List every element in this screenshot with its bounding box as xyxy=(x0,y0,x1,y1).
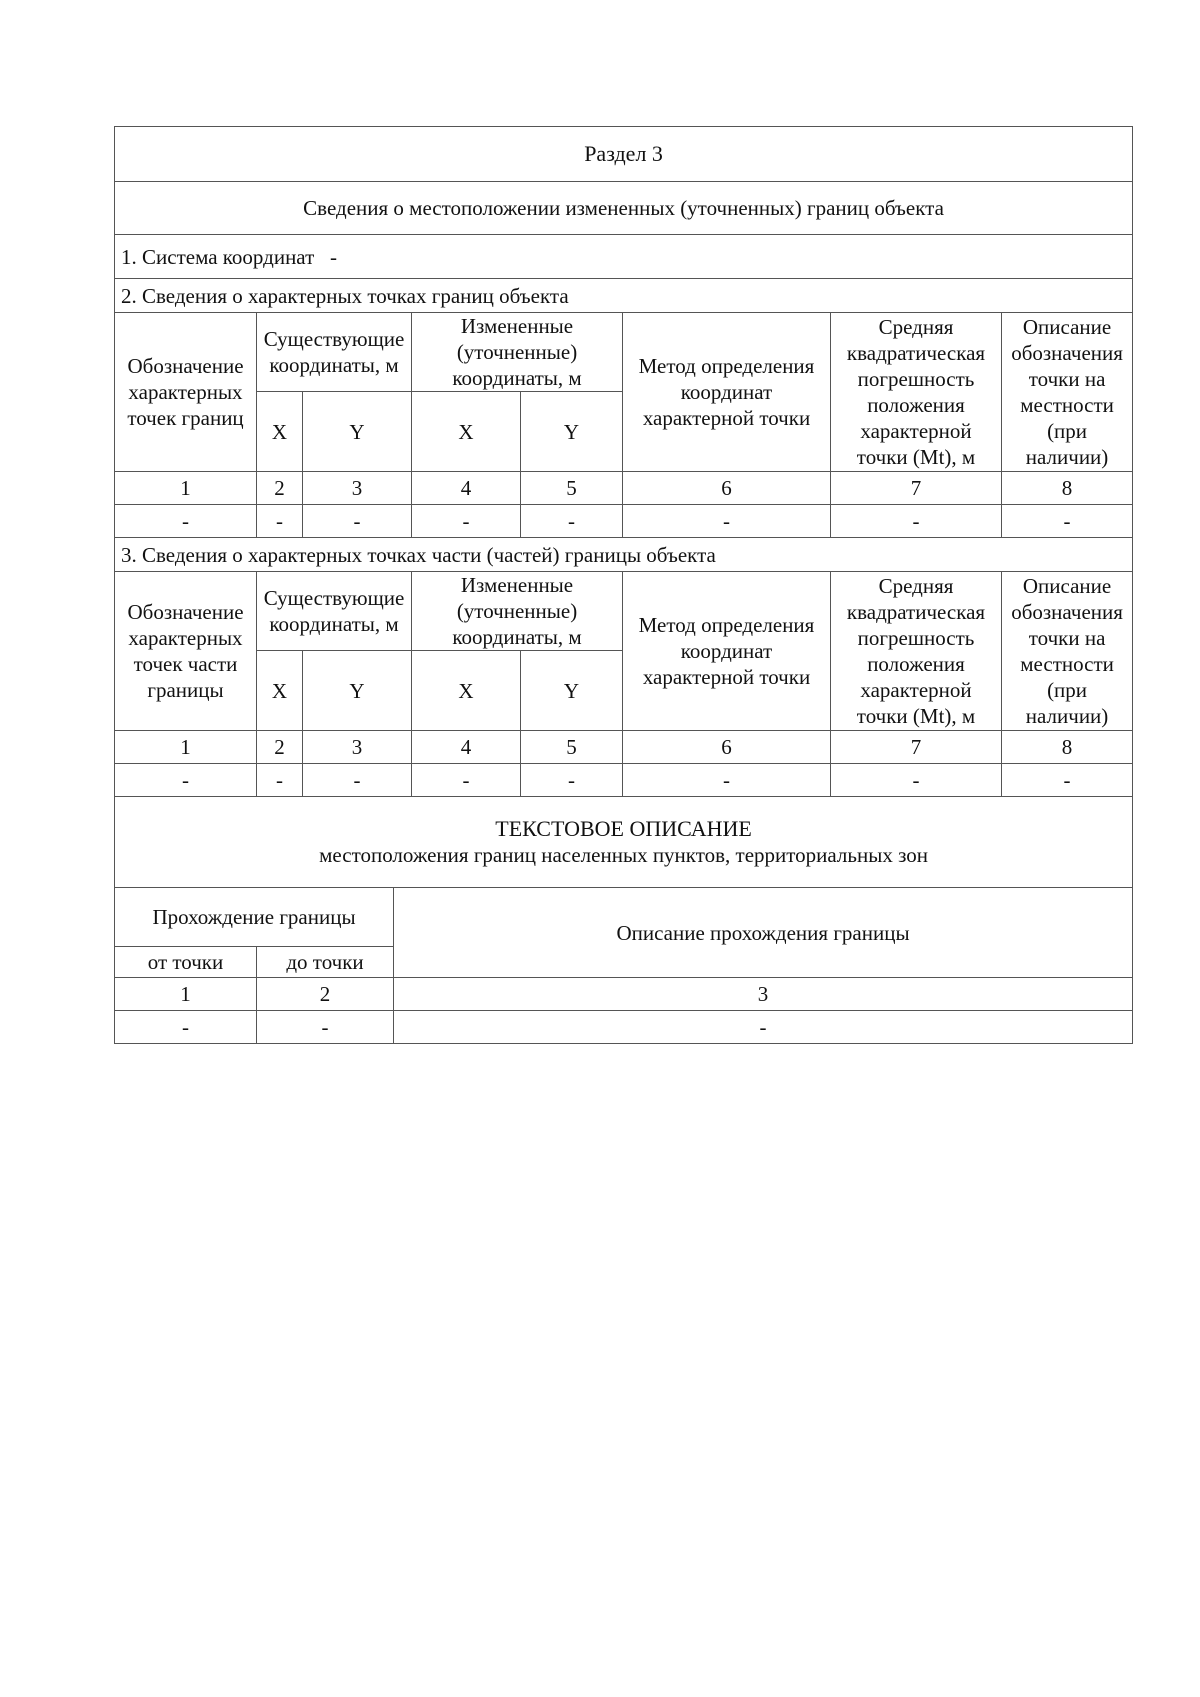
cell: 7 xyxy=(831,731,1002,764)
cell: 4 xyxy=(412,472,521,505)
text-description-title: ТЕКСТОВОЕ ОПИСАНИЕ xyxy=(495,816,752,841)
text-description-header xyxy=(115,797,1133,888)
cell: - xyxy=(257,764,303,797)
cell: 1 xyxy=(115,472,257,505)
col-passage: Прохождение границы xyxy=(115,888,394,947)
table2-data-row xyxy=(115,505,1133,538)
table2-heading: 2. Сведения о характерных точках границ объекта xyxy=(115,279,1133,313)
cell: - xyxy=(1002,505,1133,538)
table3-col-existing: Существующие координаты, м xyxy=(257,572,412,651)
cell: 3 xyxy=(303,472,412,505)
cell: - xyxy=(257,1011,394,1044)
cell: - xyxy=(115,505,257,538)
table2-col-existing: Существующие координаты, м xyxy=(257,313,412,392)
section-title: Раздел 3 xyxy=(115,127,1133,182)
col-to-point: до точки xyxy=(257,947,394,978)
cell: - xyxy=(394,1011,1133,1044)
passage-number-row xyxy=(115,978,1133,1011)
cell: - xyxy=(115,1011,257,1044)
table3-col-point: Обозначение характерных точек части границы xyxy=(115,572,257,731)
cell: 6 xyxy=(623,472,831,505)
table3-col-desc: Описание обозначения точки на местности (при наличии) xyxy=(1002,572,1133,731)
table3-y-changed: Y xyxy=(521,651,623,731)
cell: 4 xyxy=(412,731,521,764)
table3-data-row xyxy=(115,764,1133,797)
cell: 5 xyxy=(521,731,623,764)
cell: - xyxy=(412,505,521,538)
boundary-passage-table xyxy=(114,887,1133,1044)
cell: - xyxy=(623,505,831,538)
table3-col-method: Метод определения координат характерной точки xyxy=(623,572,831,731)
table3-number-row xyxy=(115,731,1133,764)
table2-col-desc: Описание обозначения точки на местности (при наличии) xyxy=(1002,313,1133,472)
table3-col-changed: Измененные (уточненные) координаты, м xyxy=(412,572,623,651)
cell: 8 xyxy=(1002,472,1133,505)
table3-heading: 3. Сведения о характерных точках части (частей) границы объекта xyxy=(115,538,1133,572)
cell: 1 xyxy=(115,731,257,764)
cell: 2 xyxy=(257,731,303,764)
cell: 2 xyxy=(257,472,303,505)
cell: - xyxy=(257,505,303,538)
cell: - xyxy=(303,764,412,797)
cell: - xyxy=(831,505,1002,538)
coord-system-row xyxy=(115,235,1133,279)
cell: - xyxy=(412,764,521,797)
cell: 3 xyxy=(394,978,1133,1011)
text-description-subtitle: местоположения границ населенных пунктов, территориальных зон xyxy=(319,843,928,867)
coord-system-label: 1. Система координат xyxy=(121,244,315,269)
table2-y-existing: Y xyxy=(303,392,412,472)
table2-col-changed: Измененные (уточненные) координаты, м xyxy=(412,313,623,392)
document-page xyxy=(114,126,1132,1044)
table2-col-error: Средняя квадратическая погрешность положения характерной точки (Mt), м xyxy=(831,313,1002,472)
cell: 1 xyxy=(115,978,257,1011)
passage-data-row xyxy=(115,1011,1133,1044)
table2-x-changed: X xyxy=(412,392,521,472)
table2-col-point: Обозначение характерных точек границ xyxy=(115,313,257,472)
section-3-table xyxy=(114,126,1133,888)
cell: - xyxy=(1002,764,1133,797)
col-from-point: от точки xyxy=(115,947,257,978)
table3-col-error: Средняя квадратическая погрешность положения характерной точки (Mt), м xyxy=(831,572,1002,731)
table3-y-existing: Y xyxy=(303,651,412,731)
cell: - xyxy=(115,764,257,797)
cell: 8 xyxy=(1002,731,1133,764)
section-subtitle: Сведения о местоположении измененных (уточненных) границ объекта xyxy=(115,182,1133,235)
cell: 5 xyxy=(521,472,623,505)
table3-x-changed: X xyxy=(412,651,521,731)
table2-y-changed: Y xyxy=(521,392,623,472)
table2-col-method: Метод определения координат характерной точки xyxy=(623,313,831,472)
cell: - xyxy=(831,764,1002,797)
cell: - xyxy=(521,764,623,797)
cell: - xyxy=(623,764,831,797)
col-passage-desc: Описание прохождения границы xyxy=(394,888,1133,978)
cell: 7 xyxy=(831,472,1002,505)
table3-x-existing: X xyxy=(257,651,303,731)
table2-x-existing: X xyxy=(257,392,303,472)
cell: - xyxy=(521,505,623,538)
cell: - xyxy=(303,505,412,538)
table2-number-row xyxy=(115,472,1133,505)
coord-system-value: - xyxy=(330,244,338,269)
cell: 6 xyxy=(623,731,831,764)
cell: 2 xyxy=(257,978,394,1011)
cell: 3 xyxy=(303,731,412,764)
